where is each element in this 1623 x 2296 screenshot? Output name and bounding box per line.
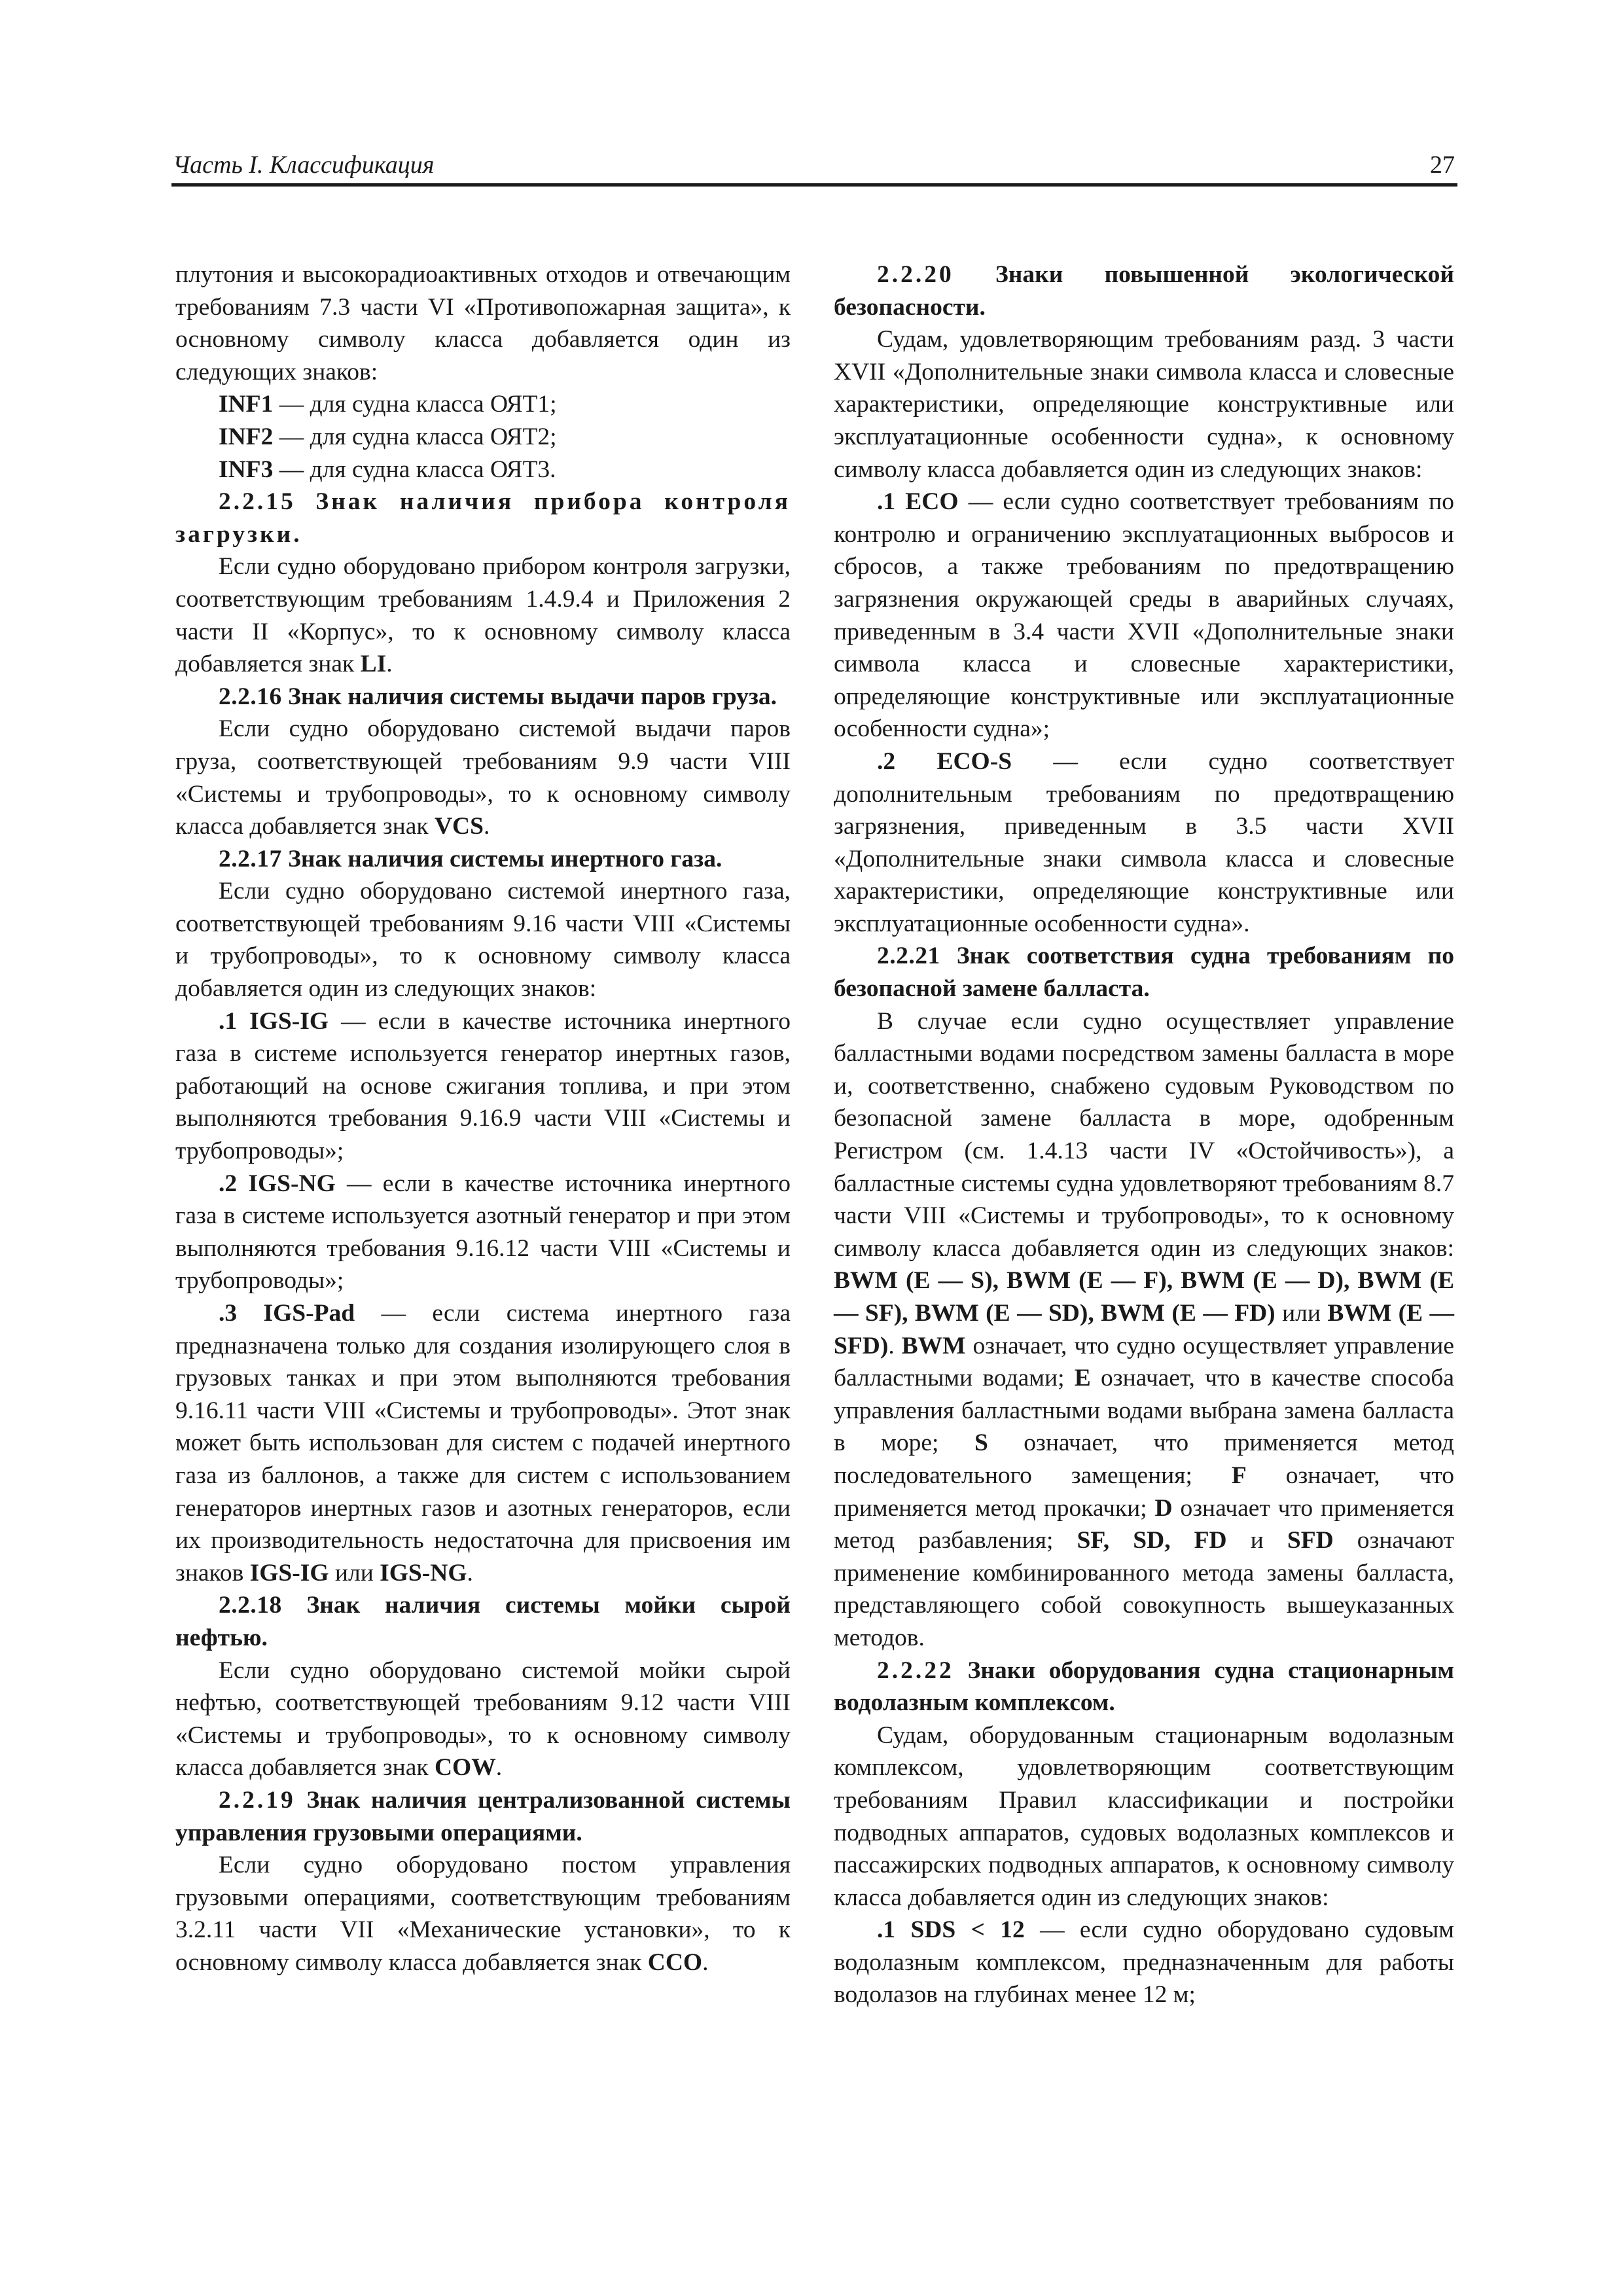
heading-title: Знак наличия системы инертного газа. <box>281 845 722 872</box>
paragraph-2-2-18 <box>175 1655 791 1784</box>
heading-title: Знаки оборудования судна стационарным водолазным комплексом. <box>834 1657 1454 1717</box>
paragraph-text: означают применение комбинированного метода замены балласта, представляющего собой совокупность вышеуказанных методов. <box>834 1527 1454 1651</box>
paragraph-2-2-21 <box>834 1005 1454 1655</box>
code-inf1: INF1 <box>219 391 274 418</box>
class-marks-bwm: BWM (E — S), BWM (E — F), BWM (E — D), BWM (E — SF), BWM (E — SD), BWM (E — FD) <box>834 1267 1454 1327</box>
heading-title: Знак соответствия судна требованиям по безопасной замене балласта. <box>834 942 1454 1003</box>
header-title: Часть I. Классификация <box>173 151 435 179</box>
class-mark: COW <box>434 1754 496 1782</box>
heading-2-2-22 <box>834 1655 1454 1719</box>
paragraph-text: В случае если судно осуществляет управление балластными водами посредством замены балласта в море и, соответственно, снабжено судовым Руководством по безопасной замене балласта в море, одобренным Регистром (см. 1.4.13 части IV «Остойчивость»), а балластные системы судна удовлетворяют требованиям 8.7 части VIII «Системы и трубопроводы», то к основному символу класса добавляется один из следующих знаков: <box>834 1007 1454 1262</box>
class-mark: .2 ECO-S <box>877 747 1012 775</box>
heading-title: Знак наличия системы мойки сырой нефтью. <box>175 1592 791 1651</box>
list-text: — если судно соответствует дополнительным требованиям по предотвращению загрязнения, приведенным в 3.5 части XVII «Дополнительные знаки символа класса и словесные характеристики, определяющие конструктивные или эксплуатационные особенности судна». <box>834 747 1454 937</box>
heading-number: 2.2.19 <box>219 1786 296 1814</box>
paragraph-text: Если судно оборудовано постом управления грузовыми операциями, соответствующим требованиям 3.2.11 части VII «Механические установки», то к основному символу класса добавляется знак <box>175 1852 791 1976</box>
punct: . <box>386 651 393 678</box>
paragraph-2-2-22: Судам, оборудованным стационарным водолазным комплексом, удовлетворяющим соответствующим требованиям Правил классификации и постройки подводных аппаратов, судовых водолазных комплексов и пассажирских подводных аппаратов, к основному символу класса добавляется один из следующих знаков: <box>834 1721 1454 1911</box>
term-e: E <box>1074 1365 1091 1392</box>
list-item-igs-ng <box>175 1168 791 1297</box>
punct: . <box>467 1559 473 1587</box>
term-combos: SF, SD, FD <box>1077 1527 1227 1554</box>
class-mark: .1 ECO <box>877 488 959 516</box>
class-mark: BWM (E — SFD) <box>834 1300 1454 1359</box>
list-item-eco <box>834 486 1454 745</box>
heading-number: 2.2.17 <box>219 845 282 872</box>
list-text: — если судно соответствует требованиям по контролю и ограничению эксплуатационных выбросов и сбросов, а также требованиям по предотвращению загрязнения окружающей среды в аварийных случаях, приведенным в 3.4 части XVII «Дополнительные знаки символа класса и словесные характеристики, определяющие конструктивные или эксплуатационные особенности судна»; <box>834 488 1455 743</box>
heading-2-2-19 <box>175 1784 791 1849</box>
list-text: — если в качестве источника инертного газа в системе используется азотный генератор и при этом выполняются требования 9.16.12 части VIII «Системы и трубопроводы»; <box>175 1170 791 1295</box>
paragraph-text: означает что применяется метод разбавления; <box>834 1494 1454 1554</box>
list-item-inf1 <box>175 388 791 421</box>
heading-number: 2.2.18 <box>219 1592 282 1619</box>
list-item-igs-pad <box>175 1297 791 1589</box>
heading-title: Знаки повышенной экологической безопасности. <box>834 261 1454 321</box>
paragraph-text: Если судно оборудовано системой выдачи паров груза, соответствующей требованиям 9.9 части VIII «Системы и трубопроводы», то к основному символу класса добавляется знак <box>175 715 791 840</box>
heading-title: Знак наличия системы выдачи паров груза. <box>281 683 777 710</box>
class-mark: CCO <box>647 1948 703 1976</box>
term-bwm: BWM <box>901 1332 966 1359</box>
paragraph-text: означает, что применяется метод прокачки; <box>834 1462 1455 1522</box>
page-number: 27 <box>1430 151 1455 179</box>
paragraph-text: Если судно оборудовано прибором контроля загрузки, соответствующим требованиям 1.4.9.4 и Приложения 2 части II «Корпус», то к основному символу класса добавляется знак <box>175 553 791 678</box>
heading-number: 2.2.16 <box>219 683 282 710</box>
heading-title: Знак наличия прибора контроля загрузки. <box>175 488 791 548</box>
heading-2-2-15 <box>175 486 791 550</box>
class-mark: .3 IGS-Pad <box>219 1300 355 1327</box>
list-item-inf3 <box>175 454 791 486</box>
heading-2-2-17 <box>175 843 791 876</box>
list-text: — для судна класса ОЯТ1; <box>273 391 557 418</box>
conjunction: и <box>1226 1527 1287 1554</box>
paragraph-text: означает, что судно осуществляет управление балластными водами; <box>834 1332 1454 1392</box>
class-mark: .1 SDS < 12 <box>877 1916 1025 1944</box>
list-item-sds <box>834 1914 1454 2011</box>
term-s: S <box>974 1429 988 1457</box>
punct: . <box>483 813 490 840</box>
list-text: — если система инертного газа предназначена только для создания изолирующего слоя в грузовых танках и при этом выполняются требования 9.16.11 части VIII «Системы и трубопроводы». Этот знак может быть использован для систем с подачей инертного газа из баллонов, а также для систем с использованием генераторов инертных газов и азотных генераторов, если их производительность недостаточна для присвоения им знаков <box>175 1300 791 1587</box>
term-d: D <box>1154 1494 1173 1522</box>
heading-number: 2.2.21 <box>877 942 940 970</box>
class-mark: .2 IGS-NG <box>219 1170 336 1197</box>
paragraph-intro: плутония и высокорадиоактивных отходов и отвечающим требованиям 7.3 части VI «Противопожарная защита», к основному символу класса добавляется один из следующих знаков: <box>175 261 791 386</box>
conjunction: или <box>1275 1300 1328 1327</box>
paragraph-2-2-20: Судам, удовлетворяющим требованиям разд. 3 части XVII «Дополнительные знаки символа класса и словесные характеристики, определяющие конструктивные или эксплуатационные особенности судна», к основному символу класса добавляется один из следующих знаков: <box>834 326 1454 483</box>
paragraph-2-2-15 <box>175 550 791 680</box>
left-column <box>175 259 791 1979</box>
heading-number: 2.2.20 <box>877 261 954 288</box>
class-mark: LI <box>360 651 387 678</box>
class-mark: IGS-NG <box>380 1559 467 1587</box>
term-sfd: SFD <box>1287 1527 1334 1554</box>
code-inf2: INF2 <box>219 423 274 450</box>
paragraph-2-2-19 <box>175 1849 791 1979</box>
paragraph-2-2-16 <box>175 713 791 842</box>
punct: . <box>495 1754 503 1782</box>
list-text: — если судно оборудовано судовым водолазным комплексом, предназначенным для работы водолазов на глубинах менее 12 м; <box>834 1916 1454 2009</box>
paragraph-text: означает, что применяется метод последовательного замещения; <box>834 1429 1454 1489</box>
list-item-eco-s <box>834 745 1454 941</box>
list-text: — для судна класса ОЯТ2; <box>273 423 557 450</box>
class-mark: IGS-IG <box>249 1559 329 1587</box>
heading-title: Знак наличия централизованной системы управления грузовыми операциями. <box>175 1786 791 1846</box>
running-header <box>171 143 1457 187</box>
list-text: — для судна класса ОЯТ3. <box>273 456 556 483</box>
heading-number: 2.2.15 <box>219 488 296 516</box>
class-mark: VCS <box>434 813 484 840</box>
paragraph-2-2-17: Если судно оборудовано системой инертного газа, соответствующей требованиям 9.16 части VIII «Системы и трубопроводы», то к основному символу класса добавляется один из следующих знаков: <box>175 878 791 1003</box>
list-text: — если в качестве источника инертного газа в системе используется генератор инертных газов, работающий на основе сжигания топлива, и при этом выполняются требования 9.16.9 части VIII «Системы и трубопроводы»; <box>175 1007 791 1165</box>
term-f: F <box>1231 1462 1247 1489</box>
list-item-inf2 <box>175 421 791 454</box>
conjunction: или <box>329 1559 380 1587</box>
heading-2-2-16 <box>175 681 791 713</box>
paragraph-text: означает, что в качестве способа управления балластными водами выбрана замена балласта в море; <box>834 1365 1454 1457</box>
heading-2-2-21 <box>834 940 1454 1005</box>
list-item-igs-ig <box>175 1005 791 1168</box>
punct: . <box>888 1332 902 1359</box>
punct: . <box>702 1948 709 1976</box>
paragraph-text: Если судно оборудовано системой мойки сырой нефтью, соответствующей требованиям 9.12 части VIII «Системы и трубопроводы», то к основному символу класса добавляется знак <box>175 1657 791 1782</box>
heading-2-2-20 <box>834 259 1454 323</box>
right-column <box>834 259 1454 2011</box>
code-inf3: INF3 <box>219 456 274 483</box>
heading-2-2-18 <box>175 1589 791 1654</box>
class-mark: .1 IGS-IG <box>219 1007 329 1035</box>
heading-number: 2.2.22 <box>877 1657 954 1684</box>
